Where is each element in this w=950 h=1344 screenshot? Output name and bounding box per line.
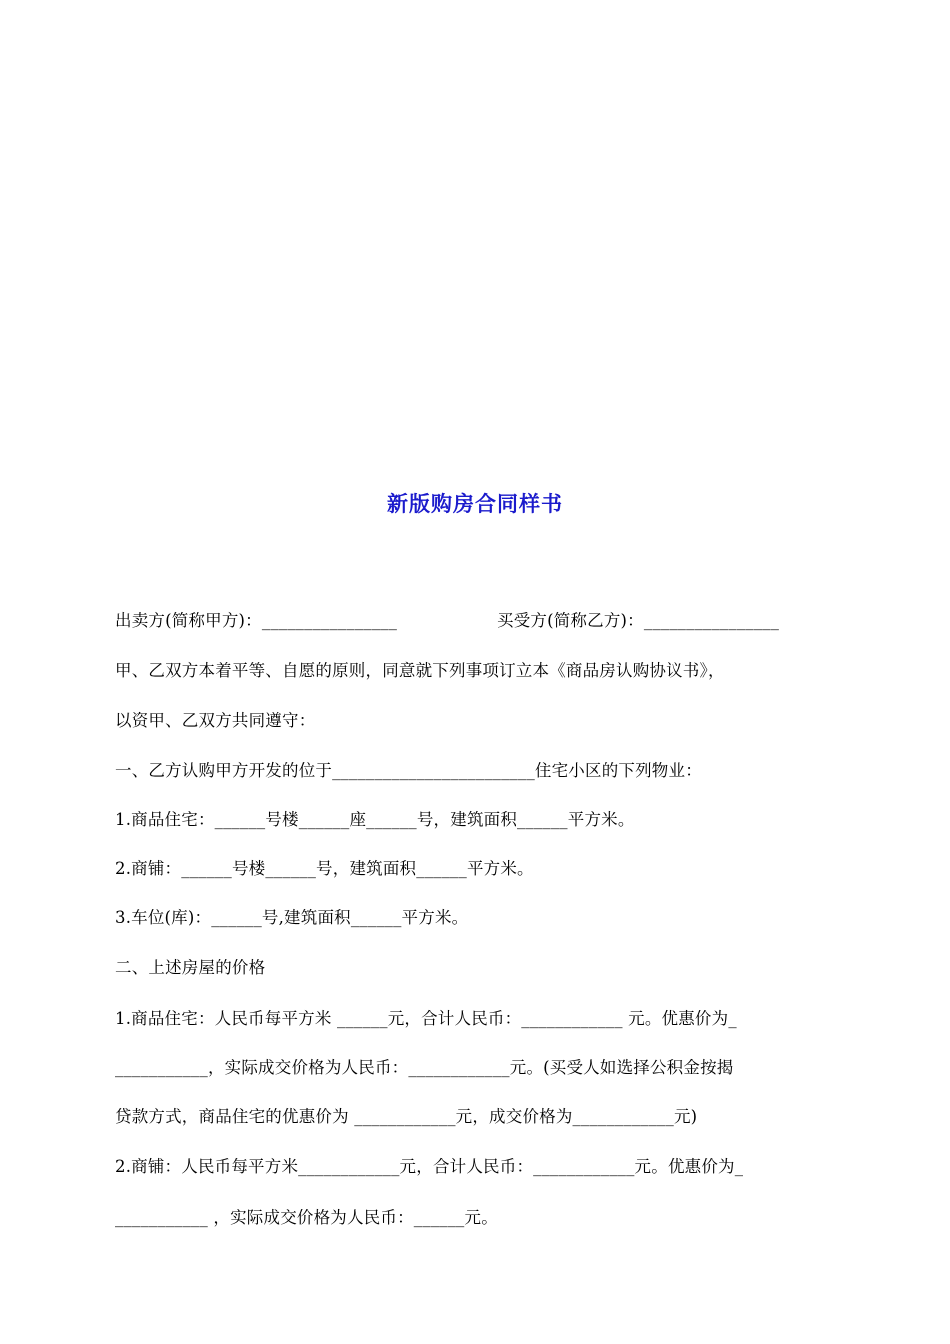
paragraph-line: 3.车位(库)：______号,建筑面积______平方米。 [115, 908, 469, 927]
paragraph-line: 贷款方式，商品住宅的优惠价为 ____________元，成交价格为____________元) [115, 1107, 698, 1126]
paragraph-line: 以资甲、乙双方共同遵守： [115, 711, 316, 730]
paragraph-line: ___________ ，实际成交价格为人民币：______元。 [115, 1208, 498, 1227]
buyer-field: 买受方(简称乙方)：________________ [497, 611, 780, 630]
paragraph-line: 2.商铺：人民币每平方米____________元，合计人民币：____________元。优惠价为_ [115, 1157, 744, 1176]
paragraph-line: 2.商铺：______号楼______号，建筑面积______平方米。 [115, 859, 534, 878]
paragraph-line: 1.商品住宅：______号楼______座______号，建筑面积______平方米。 [115, 810, 635, 829]
document-title: 新版购房合同样书 [387, 492, 563, 516]
paragraph-line: 甲、乙双方本着平等、自愿的原则，同意就下列事项订立本《商品房认购协议书》， [115, 661, 725, 680]
section-heading: 二、上述房屋的价格 [115, 958, 266, 977]
seller-field: 出卖方(简称甲方)：________________ [115, 611, 398, 630]
section-heading: 一、乙方认购甲方开发的位于________________________住宅小区的下列物业： [115, 761, 702, 780]
paragraph-line: ___________，实际成交价格为人民币：____________元。(买受人如选择公积金按揭 [115, 1058, 734, 1077]
paragraph-line: 1.商品住宅：人民币每平方米 ______元，合计人民币：____________ 元。优惠价为_ [115, 1009, 737, 1028]
